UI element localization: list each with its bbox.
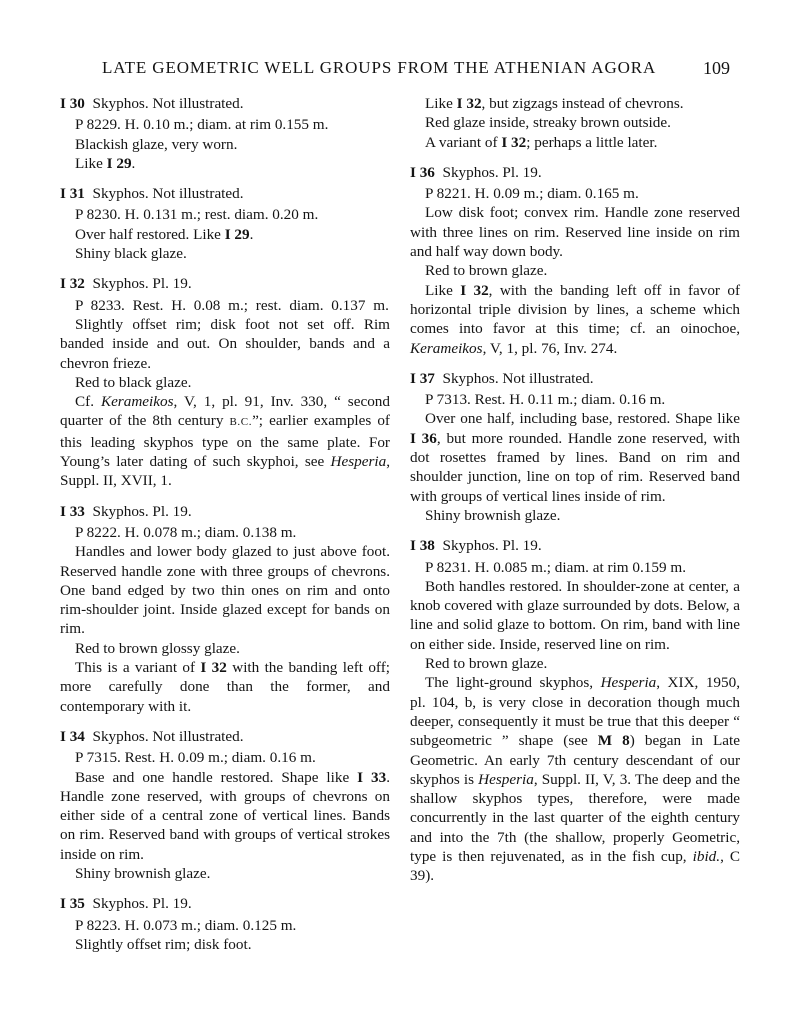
entry-heading — [410, 369, 740, 388]
entry-comparison: Like I 29. — [75, 154, 136, 172]
entry-heading — [60, 184, 390, 203]
entry-heading — [60, 894, 390, 913]
cross-reference: I 29 — [224, 225, 250, 243]
entry-glaze: Blackish glaze, very worn. — [75, 135, 238, 153]
running-title: LATE GEOMETRIC WELL GROUPS FROM THE ATHENIAN AGORA — [102, 58, 657, 77]
entry-title: Skyphos. — [92, 895, 149, 913]
entry-id: I 33 — [60, 502, 85, 520]
right-column — [410, 94, 740, 897]
entry-id: I 37 — [410, 369, 435, 387]
entry-title: Skyphos. — [92, 502, 149, 520]
entry-note: This is a variant of I 32 with the banding left off; more carefully done than the former, and contemporary with it. — [60, 659, 390, 715]
entry-description: Low disk foot; convex rim. Handle zone reserved with three lines on rim. Reserved line inside on rim and half way down body. — [410, 204, 740, 261]
entry-dimensions: P 8233. Rest. H. 0.08 m.; rest. diam. 0.137 m. — [75, 296, 389, 314]
page-number: 109 — [703, 58, 730, 78]
entry-id: I 34 — [60, 727, 85, 745]
entry-dimensions: P 8230. H. 0.131 m.; rest. diam. 0.20 m. — [75, 206, 319, 224]
entry-description: Slightly offset rim; disk foot. — [75, 935, 252, 953]
entry-id: I 32 — [60, 275, 85, 293]
entry-title: Skyphos. — [92, 185, 149, 203]
cross-reference: I 29 — [106, 154, 132, 172]
entry-glaze: Red to brown glaze. — [425, 655, 548, 673]
entry-id: I 36 — [410, 163, 435, 181]
entry-id: I 30 — [60, 95, 85, 112]
entry-note: A variant of I 32; perhaps a little later. — [425, 133, 658, 151]
entry-heading — [60, 502, 390, 521]
entry-title: Skyphos. — [92, 275, 149, 293]
entry-description: Handles and lower body glazed to just above foot. Reserved handle zone with three groups of chevrons. One band edged by two thin ones on rim and onto rim-shoulder joint. Inside glazed except for bands on rim. — [60, 543, 390, 638]
entry-title: Skyphos. — [92, 95, 149, 112]
entry-glaze: Shiny brownish glaze. — [75, 864, 211, 882]
entry-title: Skyphos. — [442, 163, 499, 181]
entry-dimensions: P 8222. H. 0.078 m.; diam. 0.138 m. — [75, 523, 297, 541]
entry-glaze: Red to brown glossy glaze. — [75, 639, 240, 657]
entry-dimensions: P 8231. H. 0.085 m.; diam. at rim 0.159 m. — [425, 558, 686, 576]
catalog-entry-i37 — [410, 369, 740, 525]
entry-description: Base and one handle restored. Shape like I 33. Handle zone reserved, with groups of chevrons on either side of a central zone of vertical lines. Bands on rim. Reserved band with groups of vertical strokes inside on rim. — [60, 768, 390, 863]
entry-plate: Pl. 19. — [152, 895, 192, 913]
entry-description: Slightly offset rim; disk foot not set off. Rim banded inside and out. On shoulder, bands and a chevron frieze. — [60, 315, 390, 372]
entry-heading — [60, 727, 390, 746]
entry-discussion: The light-ground skyphos, Hesperia, XIX, 1950, pl. 104, b, is very close in decoration though much deeper, consequently it must be true that this deeper “ subgeometric ” shape (see M 8) began in Late Geometric. An early 7th century descendant of our skyphos is Hesperia, Suppl. II, V, 3. The deep and the shallow skyphos types, therefore, were made concurrently in the last quarter of the eighth century and into the 7th (the shallow, properly Geometric, type is then rejuvenated, as in the fish cup, ibid., C 39). — [410, 674, 740, 885]
entry-plate: Pl. 19. — [152, 275, 192, 293]
entry-heading — [410, 163, 740, 182]
entry-description: Over one half, including base, restored. Shape like I 36, but more rounded. Handle zone reserved, with dot rosettes framed by lines. Band on rim and shoulder junction, line on top of rim. Reserved band with groups of vertical lines inside of rim. — [410, 410, 740, 505]
entry-title: Skyphos. — [442, 369, 499, 387]
entry-plate: Pl. 19. — [152, 502, 192, 520]
entry-plate: Not illustrated. — [152, 95, 244, 112]
entry-glaze: Red to black glaze. — [75, 373, 192, 391]
entry-id: I 38 — [410, 537, 435, 555]
entry-dimensions: P 8229. H. 0.10 m.; diam. at rim 0.155 m. — [75, 116, 329, 134]
entry-id: I 31 — [60, 185, 85, 203]
entry-glaze: Shiny black glaze. — [75, 245, 187, 263]
entry-plate: Pl. 19. — [502, 537, 542, 555]
entry-dimensions: P 7315. Rest. H. 0.09 m.; diam. 0.16 m. — [75, 749, 316, 767]
entry-heading — [410, 536, 740, 555]
entry-description: Over half restored. Like I 29. — [75, 225, 254, 243]
entry-note: Like I 32, with the banding left off in favor of horizontal triple division by lines, a scheme which comes into favor at this time; cf. an oinochoe, Kerameikos, V, 1, pl. 76, Inv. 274. — [410, 281, 740, 357]
entry-plate: Not illustrated. — [502, 369, 594, 387]
entry-glaze: Red to brown glaze. — [425, 262, 548, 280]
entry-dimensions: P 8221. H. 0.09 m.; diam. 0.165 m. — [425, 185, 639, 203]
catalog-entry-i35 — [60, 894, 390, 954]
entry-heading — [60, 274, 390, 293]
entry-description: Both handles restored. In shoulder-zone at center, a knob covered with glaze surrounded by dots. Below, a line and solid glaze to bottom. On rim, band with line on either side. Inside, reserved line on rim. — [410, 577, 740, 653]
cross-reference: M 8 — [597, 732, 630, 750]
entry-glaze: Red glaze inside, streaky brown outside. — [425, 114, 671, 132]
entry-bibliography: Cf. Kerameikos, V, 1, pl. 91, Inv. 330, “ second quarter of the 8th century B.C.”; earlier examples of this leading skyphos type on the same plate. For Young’s later dating of such skyphoi, see Hesperia, Suppl. II, XVII, 1. — [60, 393, 390, 490]
entry-glaze: Shiny brownish glaze. — [425, 506, 561, 524]
catalog-entry-i32 — [60, 274, 390, 490]
catalog-entry-i35-continued — [410, 94, 740, 152]
entry-plate: Pl. 19. — [502, 163, 542, 181]
running-header — [60, 58, 740, 82]
entry-dimensions: P 8223. H. 0.073 m.; diam. 0.125 m. — [75, 916, 297, 934]
catalog-entry-i31 — [60, 184, 390, 263]
catalog-entry-i30 — [60, 94, 390, 173]
catalog-entry-i36 — [410, 163, 740, 358]
entry-plate: Not illustrated. — [152, 727, 244, 745]
entry-comparison: Like I 32, but zigzags instead of chevrons. — [425, 95, 684, 112]
cross-reference: I 36 — [410, 429, 437, 447]
entry-title: Skyphos. — [442, 537, 499, 555]
entry-title: Skyphos. — [92, 727, 149, 745]
entry-heading — [60, 94, 390, 113]
cross-reference: I 32 — [200, 659, 227, 677]
catalog-entry-i33 — [60, 502, 390, 716]
entry-dimensions: P 7313. Rest. H. 0.11 m.; diam. 0.16 m. — [425, 391, 666, 409]
entry-plate: Not illustrated. — [152, 185, 244, 203]
left-column — [60, 94, 390, 965]
cross-reference: I 33 — [357, 768, 387, 786]
catalog-entry-i38 — [410, 536, 740, 885]
cross-reference: I 32 — [456, 95, 482, 112]
cross-reference: I 32 — [501, 133, 527, 151]
entry-id: I 35 — [60, 895, 85, 913]
catalog-entry-i34 — [60, 727, 390, 883]
cross-reference: I 32 — [460, 281, 489, 299]
